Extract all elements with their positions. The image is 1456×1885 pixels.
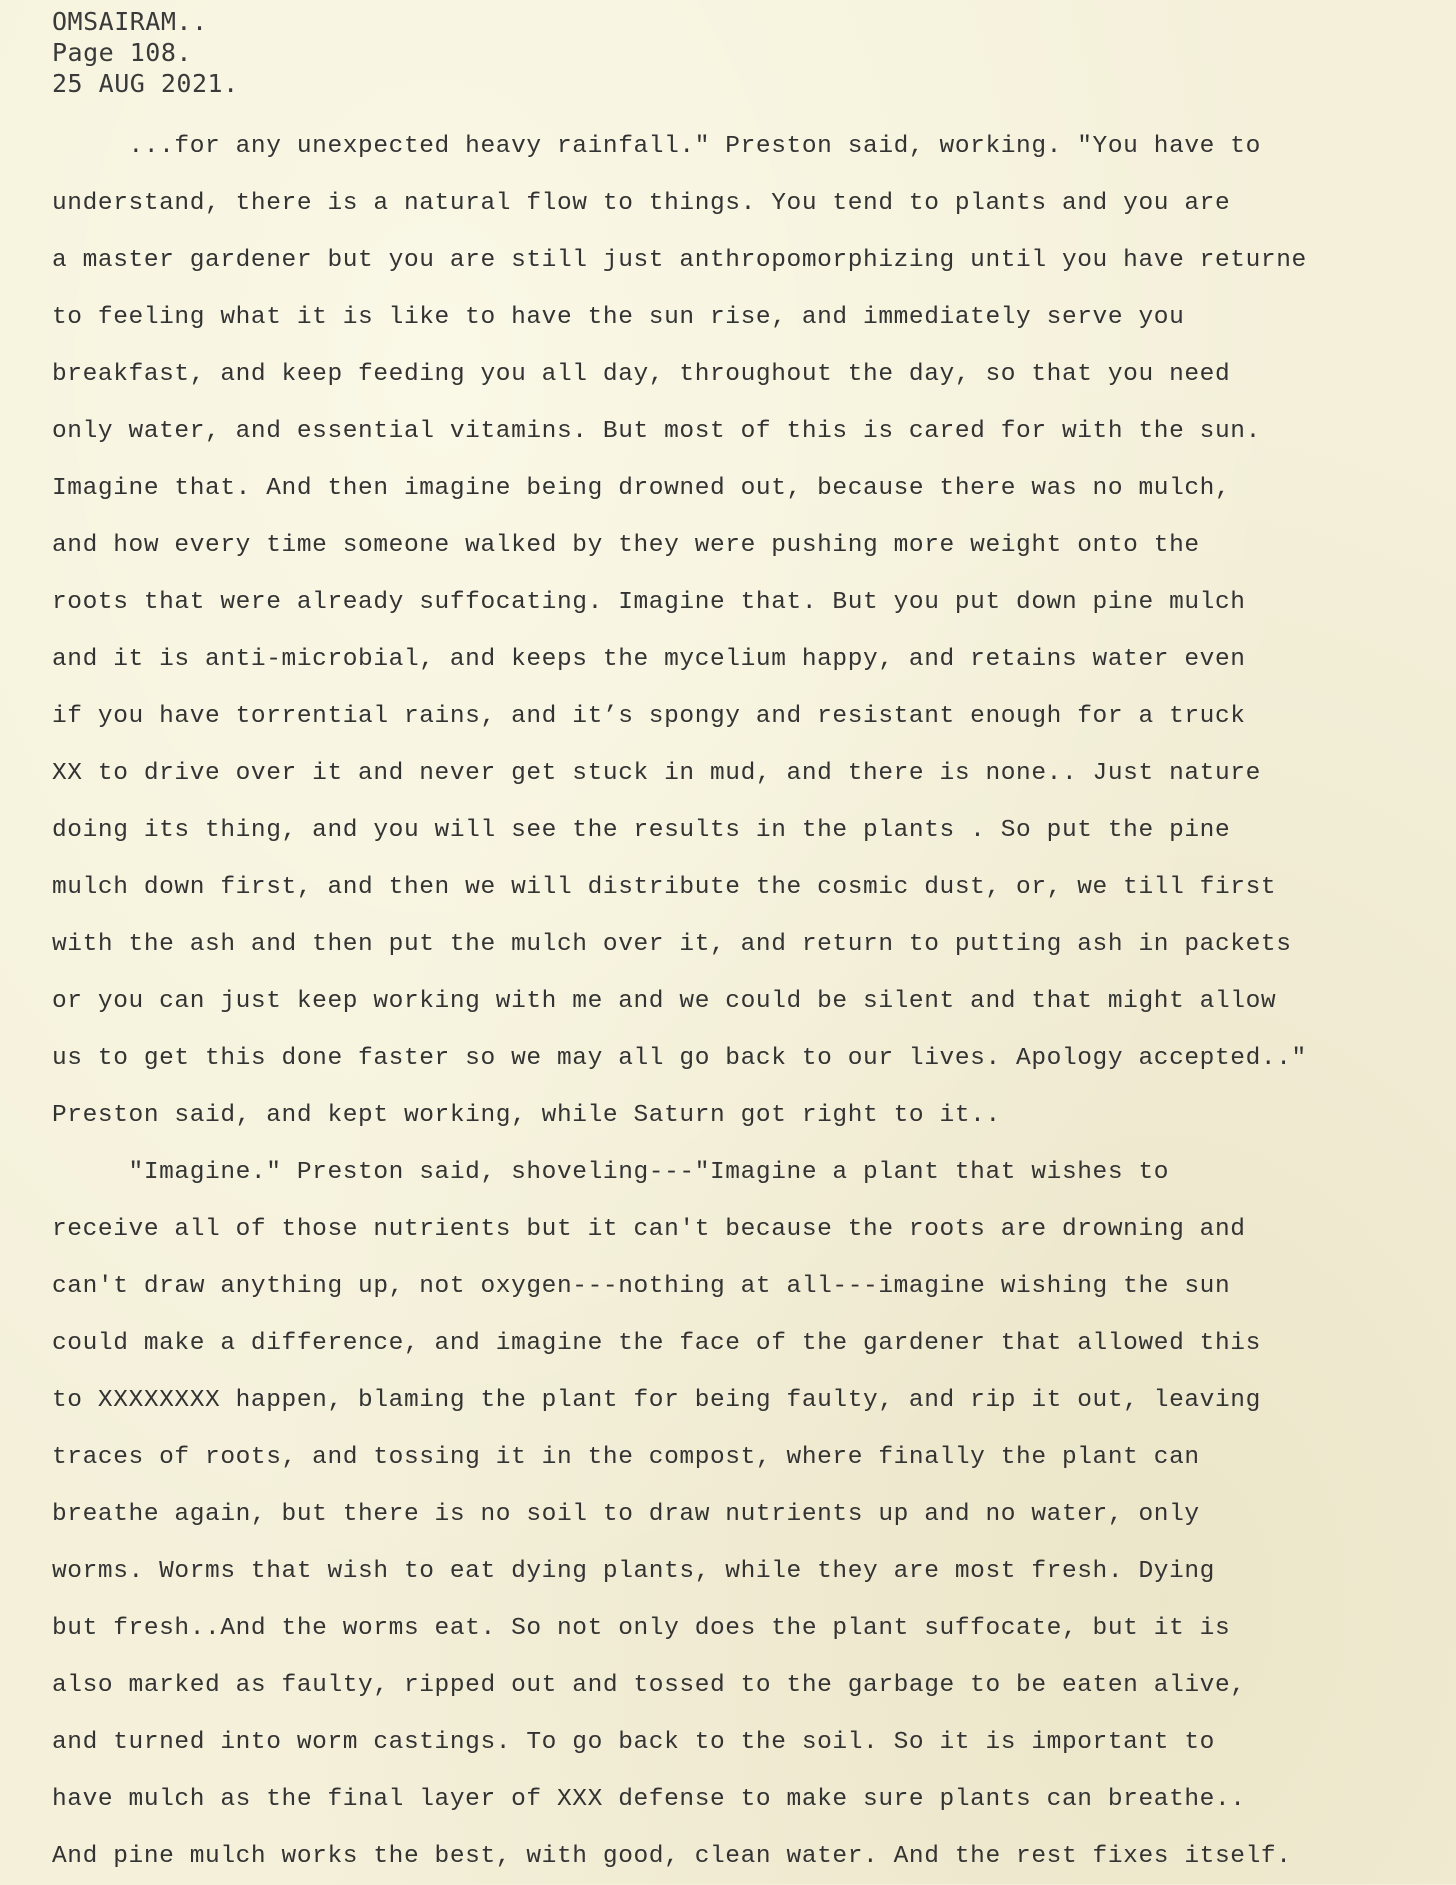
text-line: "Imagine." Preston said, shoveling---"Imagine a plant that wishes to xyxy=(52,1159,1170,1186)
text-line: also marked as faulty, ripped out and tossed to the garbage to be eaten alive, xyxy=(52,1672,1246,1699)
text-line: doing its thing, and you will see the results in the plants . So put the pine xyxy=(52,817,1231,844)
text-line: and how every time someone walked by they were pushing more weight onto the xyxy=(52,532,1200,559)
header-page-number: Page 108. xyxy=(52,38,192,67)
text-line: understand, there is a natural flow to things. You tend to plants and you are xyxy=(52,190,1231,217)
text-line: to feeling what it is like to have the sun rise, and immediately serve you xyxy=(52,304,1185,331)
text-line: breathe again, but there is no soil to draw nutrients up and no water, only xyxy=(52,1501,1200,1528)
text-line: or you can just keep working with me and we could be silent and that might allow xyxy=(52,988,1277,1015)
text-line: and turned into worm castings. To go back to the soil. So it is important to xyxy=(52,1729,1215,1756)
text-line: could make a difference, and imagine the face of the gardener that allowed this xyxy=(52,1330,1261,1357)
text-line: breakfast, and keep feeding you all day, throughout the day, so that you need xyxy=(52,361,1231,388)
header-line-omsairam: OMSAIRAM.. xyxy=(52,7,208,36)
text-line: mulch down first, and then we will distribute the cosmic dust, or, we till first xyxy=(52,874,1277,901)
text-line: worms. Worms that wish to eat dying plants, while they are most fresh. Dying xyxy=(52,1558,1215,1585)
page-header xyxy=(52,6,239,99)
text-line: with the ash and then put the mulch over it, and return to putting ash in packets xyxy=(52,931,1292,958)
text-line: Preston said, and kept working, while Saturn got right to it.. xyxy=(52,1102,1001,1129)
text-line: Imagine that. And then imagine being drowned out, because there was no mulch, xyxy=(52,475,1231,502)
text-line: but fresh..And the worms eat. So not only does the plant suffocate, but it is xyxy=(52,1615,1231,1642)
text-line: a master gardener but you are still just anthropomorphizing until you have returne xyxy=(52,247,1307,274)
header-date: 25 AUG 2021. xyxy=(52,69,239,98)
text-line: receive all of those nutrients but it can't because the roots are drowning and xyxy=(52,1216,1246,1243)
text-line: XX to drive over it and never get stuck in mud, and there is none.. Just nature xyxy=(52,760,1261,787)
text-line: only water, and essential vitamins. But most of this is cared for with the sun. xyxy=(52,418,1261,445)
text-line: can't draw anything up, not oxygen---nothing at all---imagine wishing the sun xyxy=(52,1273,1231,1300)
text-line: roots that were already suffocating. Imagine that. But you put down pine mulch xyxy=(52,589,1246,616)
text-line: ...for any unexpected heavy rainfall." Preston said, working. "You have to xyxy=(52,133,1261,160)
text-line: have mulch as the final layer of XXX defense to make sure plants can breathe.. xyxy=(52,1786,1246,1813)
text-line: traces of roots, and tossing it in the compost, where finally the plant can xyxy=(52,1444,1200,1471)
text-line: if you have torrential rains, and it’s spongy and resistant enough for a truck xyxy=(52,703,1246,730)
typed-body-text xyxy=(52,118,1452,1885)
text-line: and it is anti-microbial, and keeps the mycelium happy, and retains water even xyxy=(52,646,1246,673)
text-line: And pine mulch works the best, with good, clean water. And the rest fixes itself. xyxy=(52,1843,1292,1870)
text-line: us to get this done faster so we may all go back to our lives. Apology accepted.." xyxy=(52,1045,1307,1072)
text-line: to XXXXXXXX happen, blaming the plant for being faulty, and rip it out, leaving xyxy=(52,1387,1261,1414)
